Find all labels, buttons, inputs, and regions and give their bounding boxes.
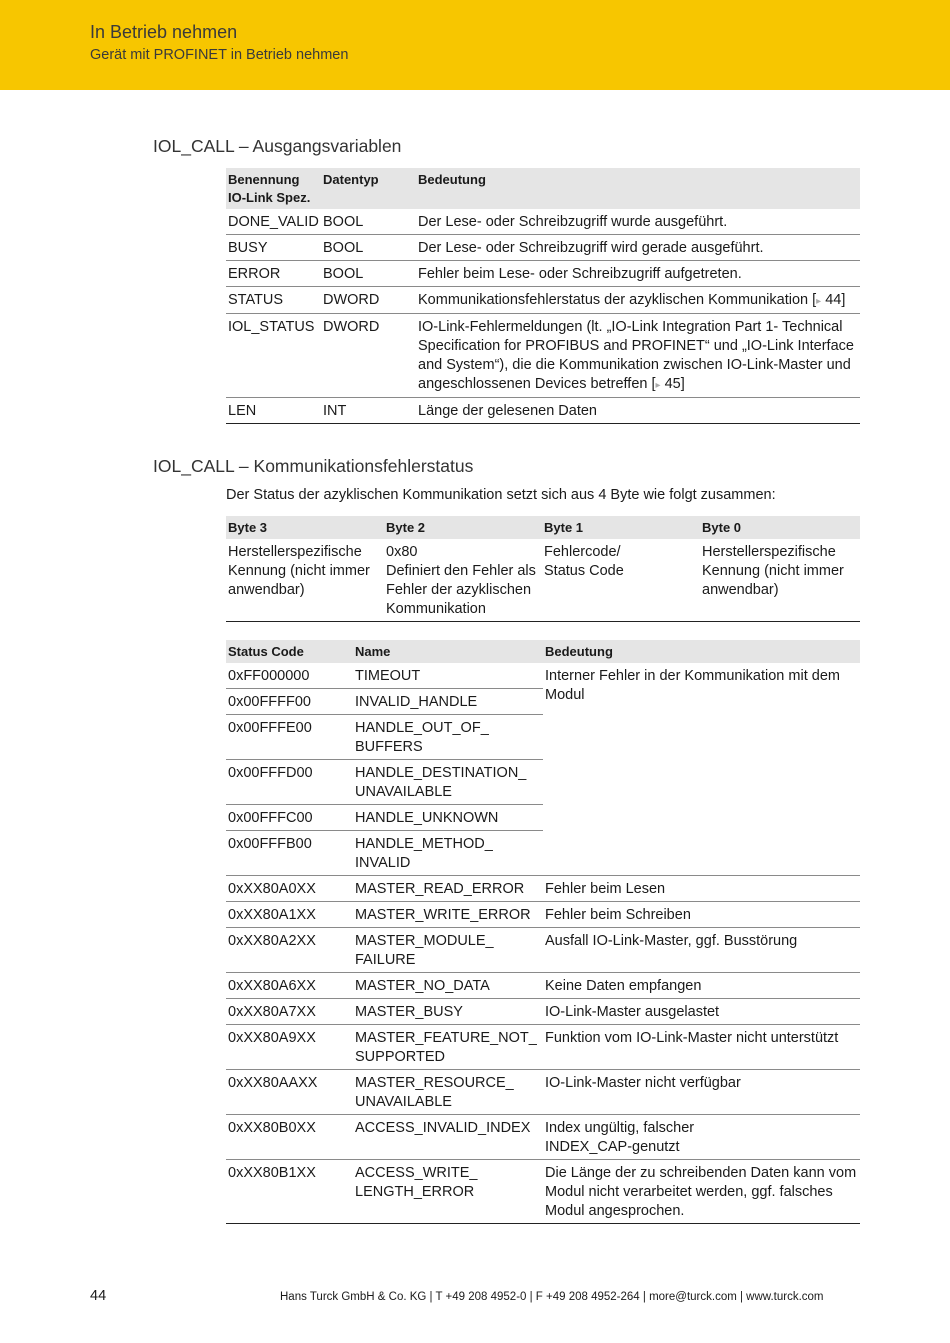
column-header: Bedeutung [416,168,860,209]
table-cell: IOL_STATUS [226,314,321,398]
table-cell: 0xXX80A0XX [226,876,353,902]
table-row [226,398,860,424]
table-cell: BOOL [321,235,416,261]
table-row [226,314,860,398]
table-cell: 0xXX80A9XX [226,1025,353,1070]
status-code-table [226,640,860,1224]
table-row [226,287,860,314]
reference-arrow-icon: ▸ [655,380,661,391]
table-cell: Die Länge der zu schreibenden Daten kann vom Modul nicht verarbeitet werden, ggf. falsches Modul angesprochen. [543,1160,860,1224]
column-header: Byte 1 [542,516,700,539]
table-cell: Index ungültig, falscher INDEX_CAP-genutzt [543,1115,860,1160]
table-row [226,928,860,973]
table-row [226,1160,860,1224]
table-cell: Fehler beim Schreiben [543,902,860,928]
table-cell: 0xXX80B0XX [226,1115,353,1160]
page-header [0,0,950,90]
table-row [226,235,860,261]
column-header: Byte 0 [700,516,860,539]
output-variables-table [226,168,860,424]
column-header: Datentyp [321,168,416,209]
section-title-output-variables: IOL_CALL – Ausgangsvariablen [153,136,402,156]
table-cell: BOOL [321,209,416,235]
header-title: In Betrieb nehmen [90,22,238,42]
table-row [226,539,860,622]
table-cell: LEN [226,398,321,424]
table-cell: IO-Link-Master nicht verfügbar [543,1070,860,1115]
table-cell: MASTER_NO_DATA [353,973,543,999]
table-cell: Ausfall IO-Link-Master, ggf. Busstörung [543,928,860,973]
table-cell: IO-Link-Master ausgelastet [543,999,860,1025]
table-cell: 0xXX80A2XX [226,928,353,973]
table-cell: DWORD [321,314,416,398]
table-cell: INT [321,398,416,424]
table-header-row [226,640,860,663]
page-number: 44 [90,1288,107,1304]
table-cell: HANDLE_DESTINATION_ UNAVAILABLE [353,760,543,805]
table-cell: HANDLE_METHOD_ INVALID [353,831,543,876]
table-row [226,663,860,689]
table-cell: 0x00FFFC00 [226,805,353,831]
table-cell: 0xXX80A1XX [226,902,353,928]
table-cell: HANDLE_UNKNOWN [353,805,543,831]
table-cell: MASTER_WRITE_ERROR [353,902,543,928]
table-cell: MASTER_READ_ERROR [353,876,543,902]
column-header: Byte 2 [384,516,542,539]
table-cell: IO-Link-Fehlermeldungen (lt. „IO-Link Integration Part 1- Technical Specification for PROFIBUS and PROFINET“ und „IO-Link Interface and System“), die die Kommunikation zwischen IO-Link-Master und angeschlossenen Devices betreffen [▸ 45] [416,314,860,398]
table-cell: ACCESS_WRITE_ LENGTH_ERROR [353,1160,543,1224]
table-row [226,999,860,1025]
byte-structure-table [226,516,860,622]
table-cell: Länge der gelesenen Daten [416,398,860,424]
table-cell: Fehler beim Lese- oder Schreibzugriff aufgetreten. [416,261,860,287]
table-row [226,209,860,235]
table-header-row [226,516,860,539]
table-cell: 0x00FFFE00 [226,715,353,760]
table-cell: STATUS [226,287,321,314]
reference-arrow-icon: ▸ [816,296,822,307]
table-row [226,973,860,999]
table-header-row [226,168,860,209]
table-cell: BOOL [321,261,416,287]
table-cell: MASTER_BUSY [353,999,543,1025]
table-cell: MASTER_RESOURCE_ UNAVAILABLE [353,1070,543,1115]
table-cell: TIMEOUT [353,663,543,689]
table-cell: MASTER_MODULE_ FAILURE [353,928,543,973]
column-header: Name [353,640,543,663]
table-cell: INVALID_HANDLE [353,689,543,715]
column-header: Benennung IO-Link Spez. [226,168,321,209]
table-cell: 0xFF000000 [226,663,353,689]
table-cell: Keine Daten empfangen [543,973,860,999]
table-cell: Funktion vom IO-Link-Master nicht unterstützt [543,1025,860,1070]
table-cell-merged: Interner Fehler in der Kommunikation mit dem Modul [543,663,860,876]
table-cell: 0xXX80B1XX [226,1160,353,1224]
column-header: Byte 3 [226,516,384,539]
table-cell: Der Lese- oder Schreibzugriff wird gerade ausgeführt. [416,235,860,261]
table-cell: Fehlercode/ Status Code [542,539,700,622]
table-cell: DONE_VALID [226,209,321,235]
table-cell: Herstellerspezifische Kennung (nicht immer anwendbar) [700,539,860,622]
table-cell: 0xXX80A7XX [226,999,353,1025]
table-cell: DWORD [321,287,416,314]
table-row [226,1025,860,1070]
section-title-communication-status: IOL_CALL – Kommunikationsfehlerstatus [153,456,474,476]
table-cell: MASTER_FEATURE_NOT_ SUPPORTED [353,1025,543,1070]
table-cell: ACCESS_INVALID_INDEX [353,1115,543,1160]
table-cell: ERROR [226,261,321,287]
table-row [226,261,860,287]
table-cell: 0xXX80A6XX [226,973,353,999]
column-header: Bedeutung [543,640,860,663]
table-cell: 0x00FFFB00 [226,831,353,876]
table-row [226,902,860,928]
table-row [226,1115,860,1160]
intro-text: Der Status der azyklischen Kommunikation setzt sich aus 4 Byte wie folgt zusammen: [226,487,776,503]
column-header: Status Code [226,640,353,663]
table-row [226,876,860,902]
table-cell: Fehler beim Lesen [543,876,860,902]
footer-company-info: Hans Turck GmbH & Co. KG | T +49 208 4952-0 | F +49 208 4952-264 | more@turck.com | www.turck.com [280,1291,824,1303]
table-cell: 0xXX80AAXX [226,1070,353,1115]
table-cell: 0x00FFFD00 [226,760,353,805]
table-row [226,1070,860,1115]
table-cell: Herstellerspezifische Kennung (nicht immer anwendbar) [226,539,384,622]
table-cell: 0x80 Definiert den Fehler als Fehler der azyklischen Kommunikation [384,539,542,622]
table-cell: HANDLE_OUT_OF_ BUFFERS [353,715,543,760]
table-cell: 0x00FFFF00 [226,689,353,715]
table-cell: Kommunikationsfehlerstatus der azyklischen Kommunikation [▸ 44] [416,287,860,314]
header-subtitle: Gerät mit PROFINET in Betrieb nehmen [90,47,349,63]
table-cell: BUSY [226,235,321,261]
table-cell: Der Lese- oder Schreibzugriff wurde ausgeführt. [416,209,860,235]
